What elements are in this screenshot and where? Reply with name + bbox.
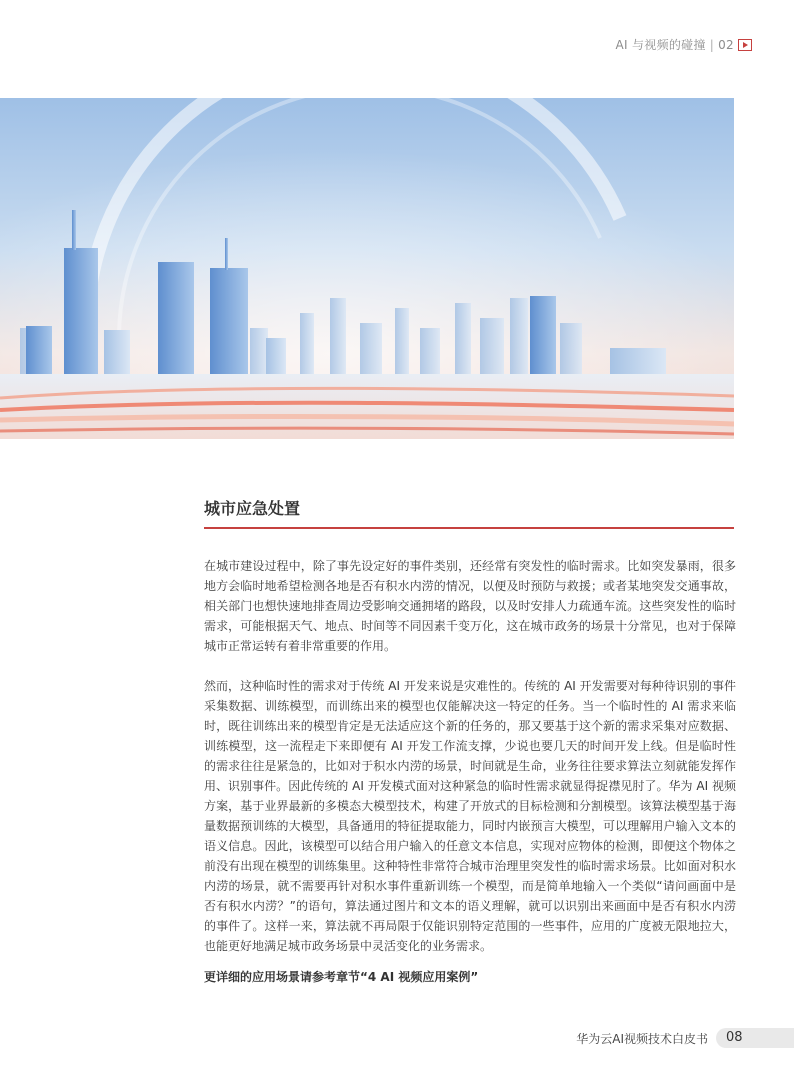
body-paragraph: 在城市建设过程中，除了事先设定好的事件类别，还经常有突发性的临时需求。比如突发暴雨，很多地方会临时地希望检测各地是否有积水内涝的情况，以便及时预防与救援；或者某地突发交通事故，相关部门也想快速地排查周边受影响交通拥堵的路段，以及时安排人力疏通车流。这些突发性的临时需求，可能根据天气、地点、时间等不同因素千变万化，这在城市政务的场景十分常见，也对于保障城市正常运转有着非常重要的作用。 [204,559,736,653]
page-header [616,36,752,53]
page-footer [576,1028,794,1048]
body-paragraph: 然而，这种临时性的需求对于传统 AI 开发来说是灾难性的。传统的 AI 开发需要对每种待识别的事件采集数据、训练模型，而训练出来的模型也仅能解决这一特定的任务。当一个临时性的 AI 需求来临时，既往训练出来的模型肯定是无法适应这个新的任务的，那又要基于这个新的需求采集对应数据、训练模型，这一流程走下来即便有 AI 开发工作流支撑，少说也要几天的时间开发上线。但是临时性的需求往往是紧急的，比如对于积水内涝的场景，时间就是生命，业务往往要求算法立刻就能发挥作用、识别事件。因此传统的 AI 开发模式面对这种紧急的临时性需求就显得捉襟见肘了。华为 AI 视频方案，基于业界最新的多模态大模型技术，构建了开放式的目标检测和分割模型。该算法模型基于海量数据预训练的大模型，具备通用的特征提取能力，同时内嵌预言大模型，可以理解用户输入文本的语义信息。因此，该模型可以结合用户输入的任意文本信息，实现对应物体的检测，即便这个物体之前没有出现在模型的训练集里。这种特性非常符合城市治理里突发性的临时需求场景。比如面对积水内涝的场景，就不需要再针对积水事件重新训练一个模型，而是简单地输入一个类似“请问画面中是否有积水内涝？”的语句，算法通过图片和文本的语义理解，就可以识别出来画面中是否有积水内涝的事件了。这样一来，算法就不再局限于仅能识别特定范围的一些事件，应用的广度被无限地拉大，也能更好地满足城市政务场景中灵活变化的业务需求。 [204,679,736,953]
title-divider [204,527,734,529]
play-icon [738,39,752,51]
city-skyline-illustration [0,98,734,439]
section-title: 城市应急处置 [204,499,301,518]
footer-doc-title: 华为云AI视频技术白皮书 [576,1031,708,1046]
header-title: AI 与视频的碰撞 [615,38,706,52]
page-number: 08 [716,1028,794,1048]
header-separator: | [709,37,715,52]
header-chapter: 02 [718,37,734,52]
reference-note: 更详细的应用场景请参考章节“4 AI 视频应用案例” [204,970,479,984]
